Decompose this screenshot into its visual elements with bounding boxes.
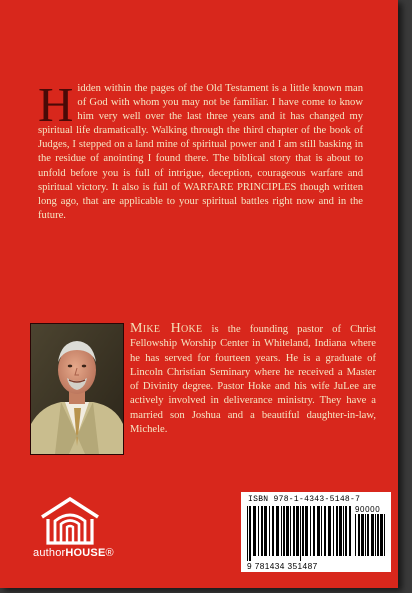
barcode-ean-digits: 9 781434 351487 (247, 561, 318, 571)
isbn-number: ISBN 978-1-4343-5148-7 (248, 495, 361, 504)
publisher-name: authorHOUSE® (33, 547, 114, 559)
book-blurb (38, 77, 363, 223)
author-bio (130, 322, 376, 437)
barcode-addon-digits: 90000 (355, 505, 381, 514)
blurb-text: idden within the pages of the Old Testament is a little known man of God with whom you may not be familiar. I have come to know him very well over the last three years and it has changed my spiritual life dramatically. Walking through the third chapter of the book of Judges, I stepped on a land mine of spiritual power and I am still basking in the residue of anointing I found there. The biblical story that is about to unfold before you is full of intrigue, deception, courageous warfare and spiritual victory. It also is full of WARFARE PRINCIPLES though written long ago, that are applicable to your spiritual battles right now and in the future. (38, 83, 363, 221)
author-name: Mike Hoke (130, 321, 203, 336)
barcode-bars (247, 506, 351, 561)
isbn-barcode (241, 492, 391, 572)
drop-cap-letter: H (38, 77, 74, 132)
authorhouse-logo-icon (34, 495, 106, 545)
author-photo (30, 323, 124, 455)
author-bio-text: is the founding pastor of Christ Fellowship Worship Center in Whiteland, Indiana where he has served for fourteen years. He is a graduate of Lincoln Christian Seminary where he received a Master of Divinity degree. Pastor Hoke and his wife JuLee are actively involved in deliverance ministry. They have a married son Joshua and a beautiful daughter-in-law, Michele. (130, 324, 376, 436)
barcode-addon-bars (355, 514, 387, 561)
